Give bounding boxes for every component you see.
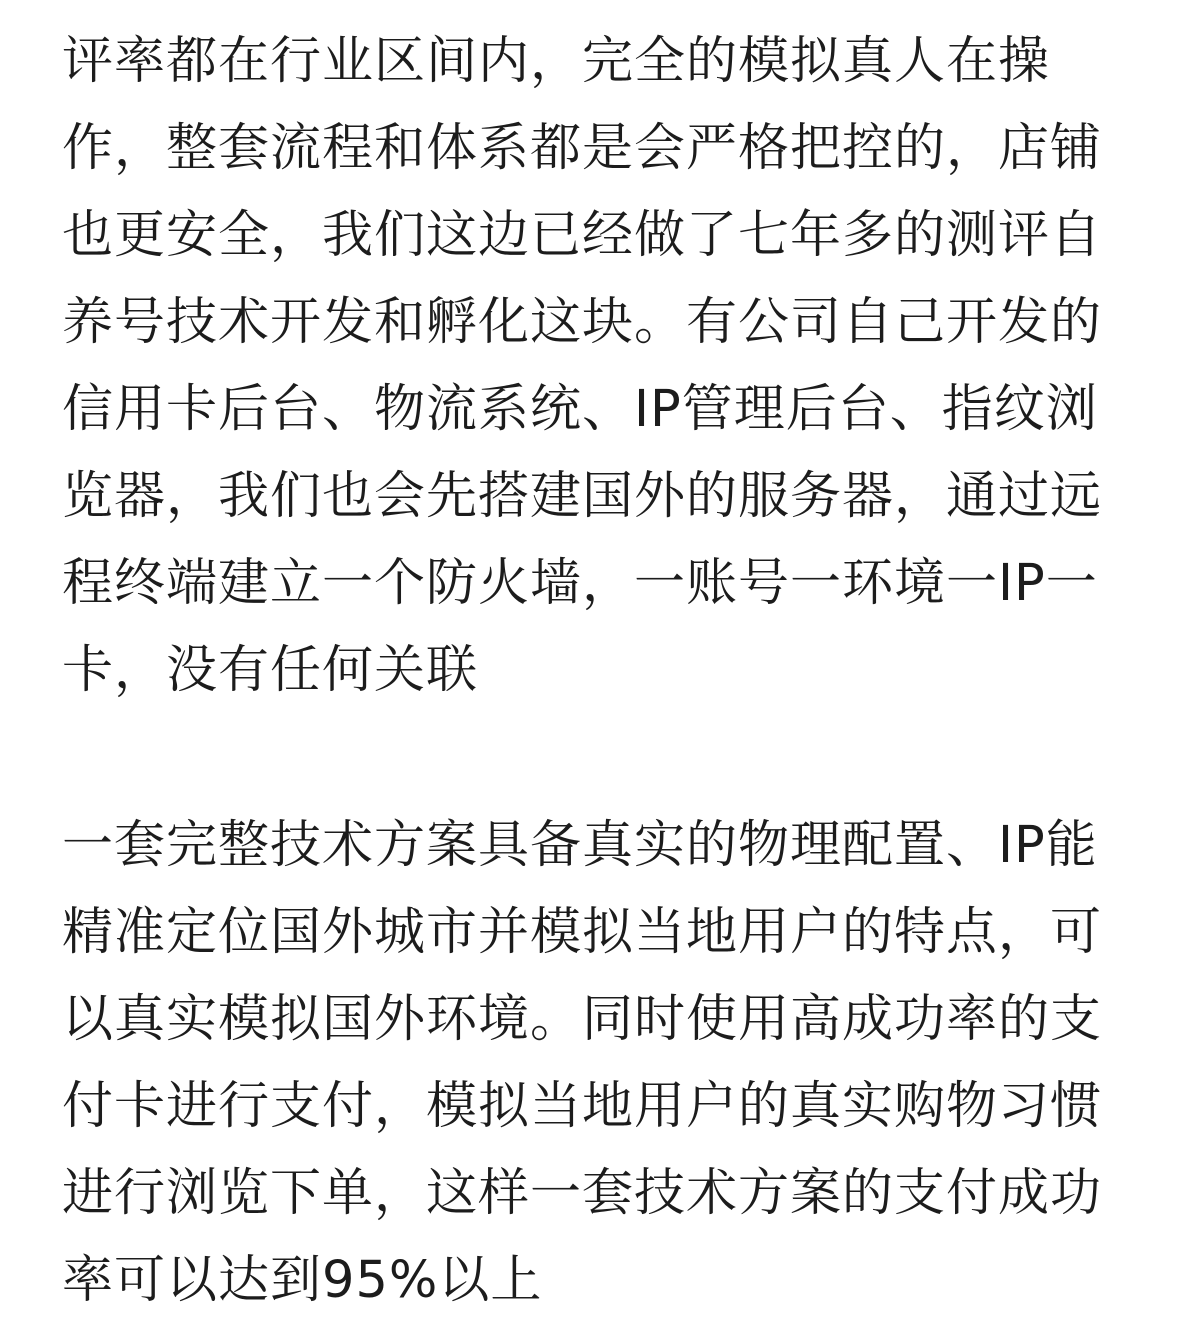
text-line: 进行浏览下单，这样一套技术方案的支付成功 bbox=[62, 1164, 1103, 1223]
paragraph-spacer bbox=[62, 714, 1122, 802]
text-line: 览器，我们也会先搭建国外的服务器，通过远 bbox=[62, 467, 1103, 526]
article-body bbox=[62, 18, 1122, 1324]
text-line: 程终端建立一个防火墙，一账号一环境一IP一 bbox=[62, 554, 1098, 613]
text-line: 卡，没有任何关联 bbox=[62, 641, 479, 700]
paragraph-2 bbox=[62, 802, 1122, 1324]
paragraph-1 bbox=[62, 18, 1122, 714]
text-line: 一套完整技术方案具备真实的物理配置、IP能 bbox=[62, 816, 1098, 875]
text-line: 也更安全，我们这边已经做了七年多的测评自 bbox=[62, 206, 1103, 265]
text-line: 信用卡后台、物流系统、IP管理后台、指纹浏 bbox=[62, 380, 1098, 439]
text-line: 精准定位国外城市并模拟当地用户的特点，可 bbox=[62, 903, 1103, 962]
text-line: 付卡进行支付，模拟当地用户的真实购物习惯 bbox=[62, 1077, 1103, 1136]
text-line: 以真实模拟国外环境。同时使用高成功率的支 bbox=[62, 990, 1103, 1049]
text-line: 评率都在行业区间内，完全的模拟真人在操 bbox=[62, 32, 1051, 91]
text-line: 养号技术开发和孵化这块。有公司自己开发的 bbox=[62, 293, 1103, 352]
text-line: 率可以达到95%以上 bbox=[62, 1251, 543, 1310]
text-line: 作，整套流程和体系都是会严格把控的，店铺 bbox=[62, 119, 1103, 178]
